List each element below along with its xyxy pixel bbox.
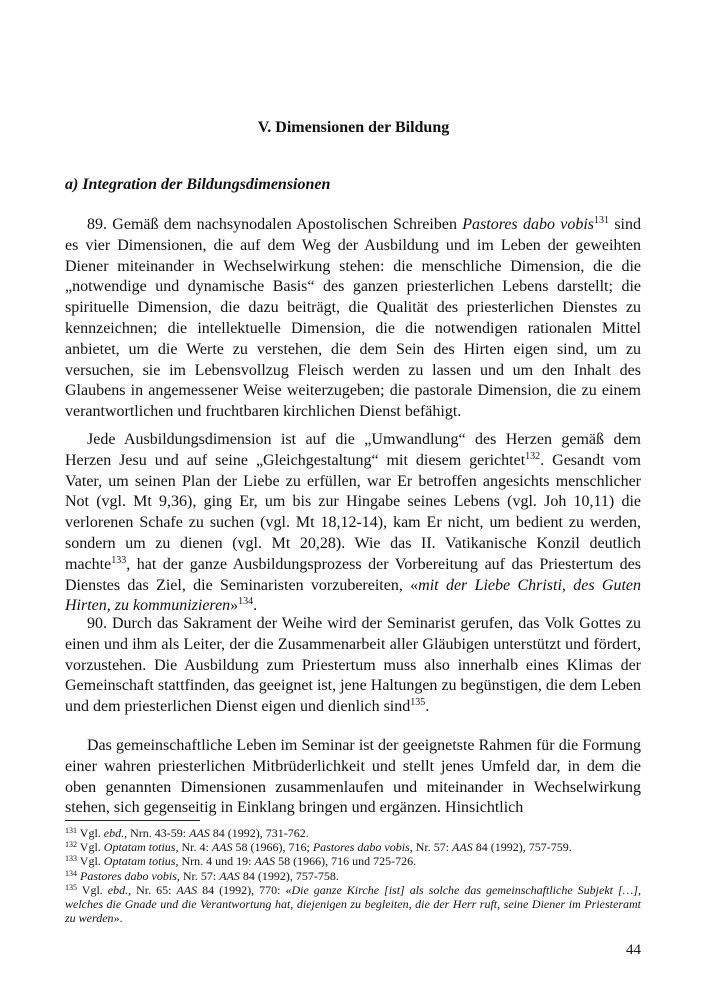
footnote-135: $^{135}$ Vgl. ebd., Nr. 65: AAS 84 (1992), 770: «Die ganze Kirche [ist] als solche das gemeinschaftliche Subjekt […], welches die Gnade und die Verantwortung hat, diejenigen zu begleiten, die der Herr ruft, seine Diener im Priesteramt zu werden».: [65, 882, 642, 926]
paragraph-90: 90. Durch das Sakrament der Weihe wird der Seminarist gerufen, das Volk Gottes zu einen und ihm als Leiter, der die Zusammenarbeit aller Gläubigen unterstützt und fördert, vorzustehen. Die Ausbildung zum Priestertum muss also innerhalb eines Klimas der Gemeinschaft stattfinden, das geeignet ist, jene Haltungen zu begünstigen, die dem Leben und dem priesterlichen Dienst eigen und dienlich sind$^{135}$.: [65, 615, 641, 716]
paragraph-dimensions: Jede Ausbildungsdimension ist auf die „Umwandlung“ des Herzen gemäß dem Herzen Jesu und auf seine „Gleichgestaltung“ mit diesem gerichtet$^{132}$. Gesandt vom Vater, um seinen Plan der Liebe zu erfüllen, war Er betroffen angesichts menschlicher Not (vgl. Mt 9,36), ging Er, um bis zur Hingabe seines Lebens (vgl. Joh 10,11) die verlorenen Schafe zu suchen (vgl. Mt 18,12-14), kam Er nicht, um bedient zu werden, sondern um zu dienen (vgl. Mt 20,28). Wie das II. Vatikanische Konzil deutlich machte$^{133}$, hat der ganze Ausbildungsprozess der Vorbereitung auf das Priestertum des Dienstes das Ziel, die Seminaristen vorzubereiten, «mit der Liebe Christi, des Guten Hirten, zu kommunizieren»$^{134}$.: [65, 431, 641, 615]
paragraph-community: Das gemeinschaftliche Leben im Seminar ist der geeignetste Rahmen für die Formung einer wahren priesterlichen Mitbrüderlichkeit und stellt jenes Umfeld dar, in dem die oben genannten Dimensionen zusammenlaufen und miteinander in Wechselwirkung stehen, sich gegenseitig in Einklang bringen und ergänzen. Hinsichtlich: [65, 737, 641, 817]
footnote-divider: [65, 820, 200, 821]
paragraph-89: 89. Gemäß dem nachsynodalen Apostolischen Schreiben Pastores dabo vobis$^{131}$ sind es vier Dimensionen, die auf dem Weg der Ausbildung und im Leben der geweihten Diener miteinander in Wechselwirkung stehen: die menschliche Dimension, die die „notwendige und dynamische Basis“ des ganzen priesterlichen Lebens darstellt; die spirituelle Dimension, die dazu beiträgt, die Qualität des priesterlichen Dienstes zu kennzeichnen; die intellektuelle Dimension, die die notwendigen rationalen Mittel anbietet, um die Werte zu verstehen, die dem Sein des Hirten eigen sind, um zu versuchen, sie im Lebensvollzug Fleisch werden zu lassen und um den Inhalt des Glaubens in angemessener Weise weiterzugeben; die pastorale Dimension, die zu einem verantwortlichen und fruchtbaren kirchlichen Dienst befähigt.: [65, 215, 641, 421]
footnote-ref-135[interactable]: 135: [410, 697, 426, 709]
footnote-132: $^{132}$ Vgl. Optatam totius, Nr. 4: AAS 58 (1966), 716; Pastores dabo vobis, Nr. 57: AAS 84 (1992), 757-759.: [65, 840, 572, 855]
footnotes: [65, 826, 641, 925]
footnote-131: $^{131}$ Vgl. ebd., Nrn. 43-59: AAS 84 (1992), 731-762.: [65, 826, 309, 840]
section-subheading: a) Integration der Bildungsdimensionen: [65, 176, 331, 193]
footnote-ref-132[interactable]: 132: [525, 450, 541, 462]
footnote-ref-131[interactable]: 131: [594, 215, 610, 226]
footnote-133: $^{133}$ Vgl. Optatam totius, Nrn. 4 und 19: AAS 58 (1966), 716 und 725-726.: [65, 854, 417, 869]
footnote-134: $^{134}$ Pastores dabo vobis, Nr. 57: AAS 84 (1992), 757-758.: [65, 868, 339, 883]
footnote-ref-134[interactable]: 134: [238, 596, 254, 608]
page-number: 44: [626, 942, 641, 958]
footnote-ref-133[interactable]: 133: [111, 554, 127, 566]
chapter-heading: V. Dimensionen der Bildung: [257, 119, 450, 136]
